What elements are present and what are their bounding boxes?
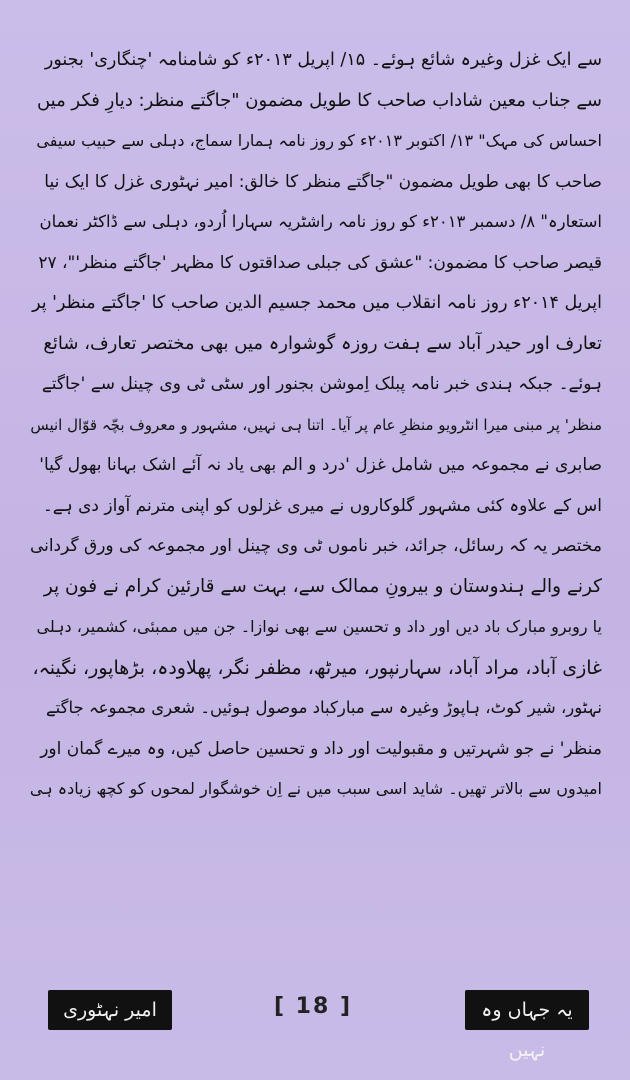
text-line: کرنے والے ہندوستان و بیرونِ ممالک سے، بہت سے قارئین کرام نے فون پر: [43, 575, 602, 597]
text-line: غازی آباد، مراد آباد، سہارنپور، میرٹھ، مظفر نگر، پھلاودہ، بڑھاپور، نگینہ،: [32, 656, 602, 679]
page-body-text: [30, 40, 602, 810]
text-line: یا روبرو مبارک باد دیں اور داد و تحسین سے بھی نوازا۔ جن میں ممبئی، کشمیر، دہلی: [36, 617, 602, 636]
text-line: سے جناب معین شاداب صاحب کا طویل مضمون "جاگتے منظر: دیارِ فکر میں: [36, 89, 602, 111]
text-line: صاحب کا بھی طویل مضمون "جاگتے منظر کا خالق: امیر نہٹوری غزل کا ایک نیا: [44, 171, 602, 192]
text-line: قیصر صاحب کا مضمون: "عشق کی جبلی صداقتوں کا مظہر 'جاگتے منظر'"، ۲۷: [38, 252, 602, 273]
text-line: امیدوں سے بالاتر تھیں۔ شاید اسی سبب میں نے اِن خوشگوار لمحوں کو کچھ زیادہ ہی: [30, 779, 602, 798]
text-line: صابری نے مجموعہ میں شامل غزل 'درد و الم بھی یاد نہ آئے اشک بہانا بھول گیا': [39, 455, 602, 475]
text-line: تعارف اور حیدر آباد سے ہفت روزہ گوشوارہ میں بھی مختصر تعارف، شائع: [43, 332, 602, 354]
text-line: اپریل ۲۰۱۴ء روز نامہ انقلاب میں محمد جسیم الدین صاحب کا 'جاگتے منظر' پر: [32, 293, 602, 313]
text-line: نہٹور، شیر کوٹ، ہاپوڑ وغیرہ سے مبارکباد موصول ہوئیں۔ شعری مجموعہ جاگتے: [45, 698, 602, 717]
text-line: استعارہ" ۸/ دسمبر ۲۰۱۳ء کو روز نامہ راشٹریہ سہارا اُردو، دہلی سے ڈاکٹر نعمان: [39, 212, 602, 231]
text-line: اس کے علاوہ کئی مشہور گلوکاروں نے میری غزلوں کو اپنی مترنم آواز دی ہے۔: [42, 495, 602, 516]
page-footer: [0, 982, 630, 1061]
text-line: احساس کی مہک" ۱۳/ اکتوبر ۲۰۱۳ء کو روز نامہ ہمارا سماج، دہلی سے حبیب سیفی: [36, 131, 602, 150]
text-line: ہوئے۔ جبکہ ہندی خبر نامہ پبلک اِموشن بجنور اور سٹی ٹی وی چینل سے 'جاگتے: [41, 374, 602, 394]
author-label: امیر نہٹوری: [48, 990, 172, 1030]
page-number: [ 18 ]: [273, 994, 353, 1019]
text-line: سے ایک غزل وغیرہ شائع ہوئے۔ ۱۵/ اپریل ۲۰۱۳ء کو شامنامہ 'چنگاری' بجنور: [44, 50, 602, 70]
book-title-label: یہ جہاں وہ نہیں: [465, 990, 589, 1030]
text-line: منظر' پر مبنی میرا انٹرویو منظرِ عام پر آیا۔ اتنا ہی نہیں، مشہور و معروف بچّہ قوّال انیس: [30, 415, 602, 434]
text-line: منظر' نے جو شہرتیں و مقبولیت اور داد و تحسین حاصل کیں، وہ میرے گمان اور: [40, 738, 602, 759]
text-line: مختصر یہ کہ رسائل، جرائد، خبر ناموں ٹی وی چینل اور مجموعہ کی ورق گردانی: [30, 536, 602, 556]
